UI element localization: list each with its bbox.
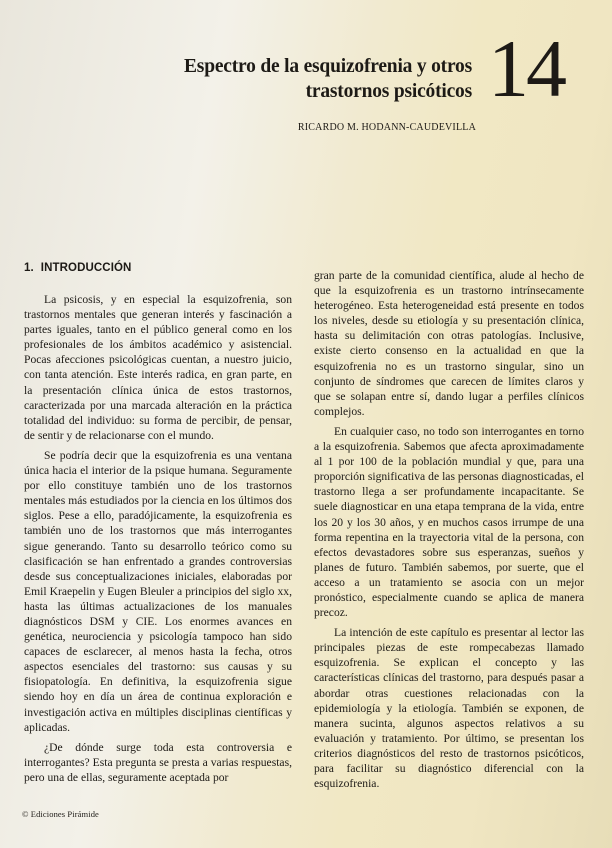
chapter-title-line-2: trastornos psicóticos <box>305 81 472 102</box>
publisher-footer: © Ediciones Pirámide <box>22 809 99 819</box>
paragraph: La psicosis, y en especial la esquizofrenia, son trastornos mentales que generan interés y fascinación a partes iguales, tanto en el público general como en los profesionales de los ámbitos académico y asistencial. Pocas afecciones psicológicas cuentan, a nuestro juicio, con tanta atención. Este interés radica, en gran parte, en la presentación clínica única de estos trastornos, caracterizada por una marcada alteración en la práctica totalidad del individuo: su forma de percibir, de pensar, de sentir y de relacionarse con el mundo. <box>24 293 292 442</box>
section-number: 1. <box>24 262 34 274</box>
chapter-number: 14 <box>488 23 564 114</box>
left-column <box>24 262 292 785</box>
paragraph: gran parte de la comunidad científica, alude al hecho de que la esquizofrenia es un trastorno intrínsecamente heterogéneo. Esta heterogeneidad está presente en todos los niveles, desde su etiología y su presentación clínica, hasta su delimitación con otras patologías. Inclusive, existe cierto consenso en la actualidad en que la esquizofrenia no es un trastorno singular, sino un conjunto de síndromes que carecen de límites claros y que se solapan entre sí, dando lugar a perfiles clínicos complejos. <box>314 269 584 418</box>
right-column <box>314 268 584 791</box>
section-title: INTRODUCCIÓN <box>40 262 132 274</box>
paragraph: ¿De dónde surge toda esta controversia e interrogantes? Esta pregunta se presta a varias respuestas, pero una de ellas, seguramente aceptada por <box>24 740 292 784</box>
chapter-title-line-1: Espectro de la esquizofrenia y otros <box>184 56 472 77</box>
section-heading <box>24 262 292 274</box>
paragraph: La intención de este capítulo es presentar al lector las principales piezas de este rompecabezas llamado esquizofrenia. Se explican el concepto y las características clínicas del trastorno, para después pasar a abordar otras cuestiones relacionadas con la epidemiología y la etiología. También se exponen, de manera sucinta, algunos aspectos relativos a su evaluación y tratamiento. Por último, se presentan los criterios diagnósticos del resto de trastornos psicóticos, para facilitar su diagnóstico diferencial con la esquizofrenia. <box>314 626 584 791</box>
bleed-through-text <box>318 192 428 232</box>
chapter-title <box>184 54 472 104</box>
paragraph: Se podría decir que la esquizofrenia es una ventana única hacia el interior de la psique humana. Seguramente por ello constituye también uno de los trastornos mentales más estudiados por la ciencia en los últimos dos siglos. Pese a ello, paradójicamente, la esquizofrenia es también uno de los trastornos que más interrogantes sigue generando. Tanto su desarrollo teórico como su clasificación se han enfrentado a grandes controversias desde sus conceptualizaciones iniciales, elaboradas por Emil Kraepelin y Eugen Bleuler a principios del siglo xx, hasta las últimas actualizaciones de los manuales diagnósticos DSM y CIE. Los enormes avances en genética, neurociencia y psicología tampoco han sido capaces de esclarecer, al menos hasta la fecha, otros aspectos esenciales del trastorno: sus causas y su fisiopatología. En definitiva, la esquizofrenia sigue siendo hoy en día un área de continua exploración e investigación activa en múltiples disciplinas científicas y aplicadas. <box>24 448 292 734</box>
author-name: RICARDO M. HODANN-CAUDEVILLA <box>297 122 476 133</box>
paragraph: En cualquier caso, no todo son interrogantes en torno a la esquizofrenia. Sabemos que afecta aproximadamente al 1 por 100 de la población mundial y que, para una proporción significativa de las personas diagnosticadas, el trastorno llega a ser profundamente incapacitante. Se suele diagnosticar en una etapa temprana de la vida, entre los 20 y los 30 años, y en muchos casos irrumpe de una forma repentina en la trayectoria vital de la persona, con efectos devastadores sobre sus esperanzas, sueños y planes de futuro. También sabemos, por suerte, que el acceso a un tratamiento se asocia con un mejor pronóstico, especialmente cuando se aplica de manera precoz. <box>314 424 584 620</box>
